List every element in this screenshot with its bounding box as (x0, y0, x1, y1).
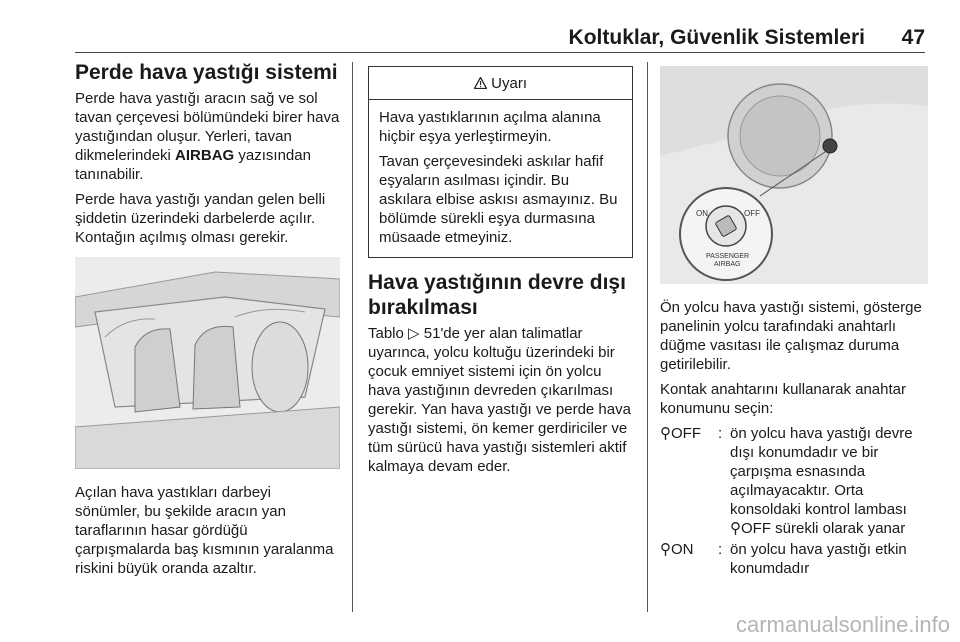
list-item: ⚲ON : ön yolcu hava yastığı etkin konumdadır (660, 540, 928, 578)
deactivation-paragraph: Tablo ▷ 51'de yer alan talimatlar uyarınca, yolcu koltuğu üzerindeki bir çocuk emniyet sistemi için ön yolcu hava yastığının devreden çıkarılması gerekir. Yan hava yastığı ve perde hava yastığı sistemi, ön kemer gerdiriciler ve tüm sürücü hava yastığı sistemleri aktif kalmaya devam eder. (368, 325, 631, 475)
off-description-2: OFF sürekli olarak yanar (741, 520, 906, 537)
switch-label-line-1: PASSENGER (706, 253, 750, 260)
switch-label-line-2: AIRBAG (714, 261, 741, 268)
airbag-label: AIRBAG (175, 147, 235, 164)
page-reference-icon: ▷ (408, 325, 420, 342)
list-item: ⚲OFF : ön yolcu hava yastığı devre dışı konumdadır ve bir çarpışma esnasında açılmayacaktır. Orta konsoldaki kontrol lambası ⚲OFF sürekli olarak yanar (660, 425, 913, 537)
switch-paragraph-2: Kontak anahtarını kullanarak anahtar konumunu seçin: (660, 381, 906, 417)
watermark: carmanualsonline.info (735, 612, 950, 637)
page-reference[interactable]: 51 (423, 325, 441, 342)
warning-body (369, 100, 632, 257)
column-divider-1 (352, 62, 353, 612)
warning-title: Uyarı (491, 75, 527, 92)
switch-positions-list (660, 424, 928, 578)
column-warning-deactivation (368, 60, 633, 482)
curtain-airbag-paragraph-2: Perde hava yastığı yandan gelen belli şiddetin üzerindeki darbelerde açılır. Kontağın açılmış olması gerekir. (75, 191, 326, 246)
off-term: OFF (671, 425, 701, 442)
warning-paragraph-1: Hava yastıklarının açılma alanına hiçbir eşya yerleştirmeyin. (379, 109, 601, 145)
on-description: ön yolcu hava yastığı etkin konumdadır (730, 541, 907, 577)
curtain-airbag-paragraph-1: Perde hava yastığı aracın sağ ve sol tavan çerçevesi bölümündeki birer hava yastığından oluşur. Yerleri, tavan dikmelerindeki AIRBAG yazısından tanınabilir. (75, 90, 340, 183)
column-divider-2 (647, 62, 648, 612)
off-description: ön yolcu hava yastığı devre dışı konumdadır ve bir çarpışma esnasında açılmayacaktır. Orta konsoldaki kontrol lambası (730, 425, 913, 518)
curtain-airbag-illustration (75, 257, 340, 469)
warning-header (369, 67, 632, 100)
switch-on-label: ON (696, 209, 708, 218)
warning-triangle-icon (474, 75, 491, 92)
deactivation-heading: Hava yastığının devre dışı bırakılması (368, 271, 626, 319)
airbag-on-icon: ⚲ (660, 541, 671, 558)
switch-paragraph-1: Ön yolcu hava yastığı sistemi, gösterge panelinin yolcu tarafındaki anahtarlı düğme vasıtası ile çalışmaz duruma getirilebilir. (660, 299, 922, 373)
page-header (75, 26, 925, 50)
curtain-airbag-heading: Perde hava yastığı sistemi (75, 61, 338, 84)
column-passenger-airbag-switch (660, 60, 928, 580)
header-divider (75, 52, 925, 53)
airbag-off-icon: ⚲ (660, 425, 671, 442)
airbag-off-icon: ⚲ (730, 520, 741, 537)
section-title: Koltuklar, Güvenlik Sistemleri (568, 26, 865, 49)
warning-box (368, 66, 633, 258)
on-term: ON (671, 541, 694, 558)
passenger-airbag-switch-illustration (660, 66, 928, 284)
page-number: 47 (901, 26, 925, 49)
curtain-airbag-caption: Açılan hava yastıkları darbeyi sönümler, bu şekilde aracın yan taraflarının hasar gördüğü çarpışmalarda baş kısmının yaralanma riskini büyük oranda azaltır. (75, 484, 334, 577)
switch-off-label: OFF (744, 209, 760, 218)
warning-paragraph-2: Tavan çerçevesindeki askılar hafif eşyaların asılması içindir. Bu askılara elbise askısı asmayınız. Bu bölümde sürekli eşya durmasına müsaade etmeyiniz. (379, 153, 618, 246)
column-curtain-airbag (75, 60, 340, 584)
